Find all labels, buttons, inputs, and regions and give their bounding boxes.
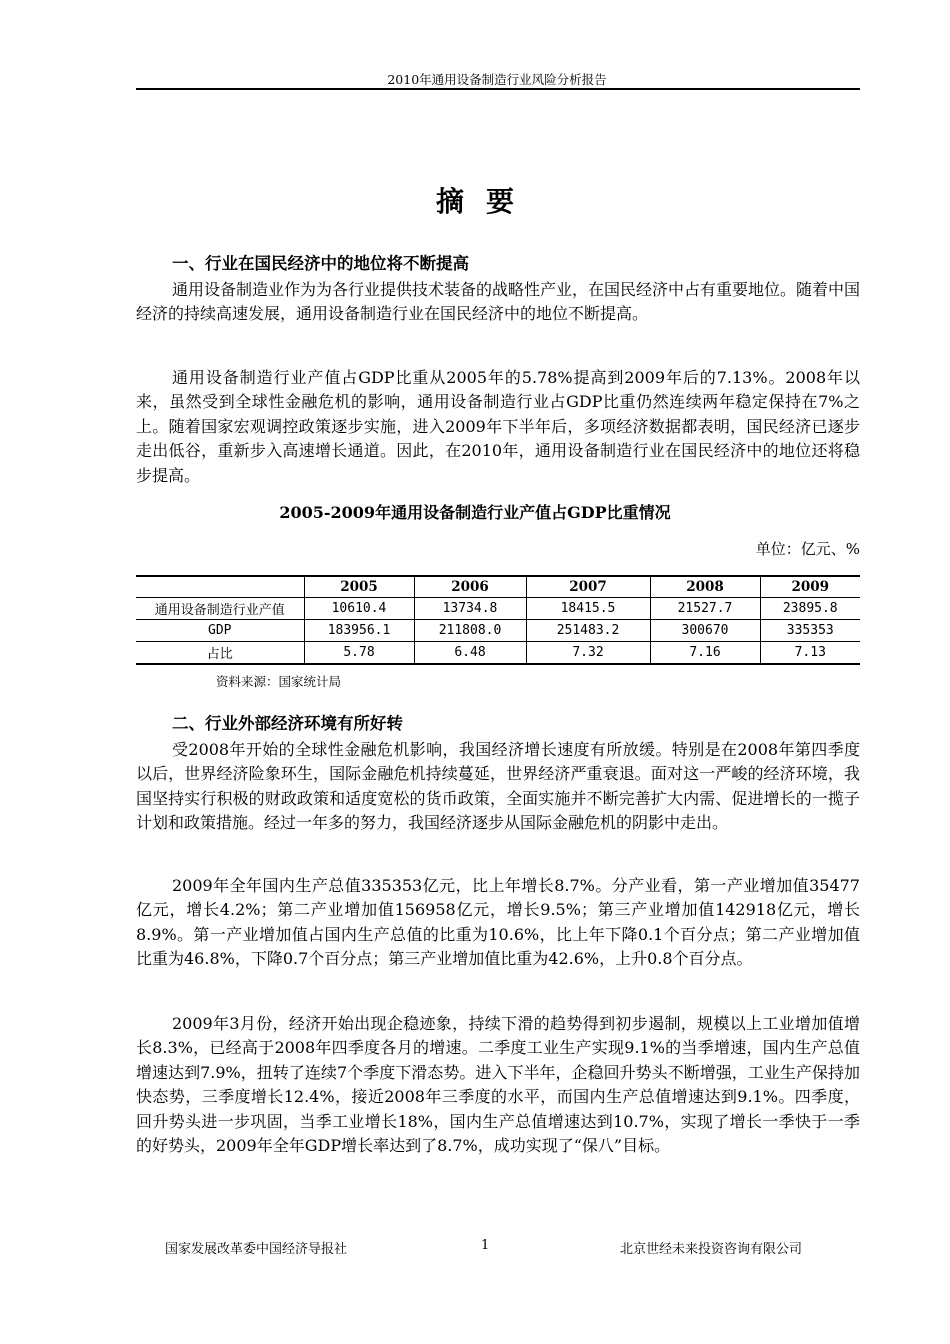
table-cell: 21527.7	[650, 598, 760, 620]
table-cell: 23895.8	[760, 598, 860, 620]
section-2-paragraph-1: 受2008年开始的全球性金融危机影响，我国经济增长速度有所放缓。特别是在2008年第四季度以后，世界经济险象环生，国际金融危机持续蔓延，世界经济严重衰退。面对这一严峻的经济环境，我国坚持实行积极的财政政策和适度宽松的货币政策，全面实施并不断完善扩大内需、促进增长的一揽子计划和政策措施。经过一年多的努力，我国经济逐步从国际金融危机的阴影中走出。	[136, 740, 860, 833]
data-table	[136, 575, 860, 665]
table-row	[136, 642, 860, 665]
table-cell: 5.78	[304, 642, 414, 665]
table-cell: 10610.4	[304, 598, 414, 620]
table-cell: 300670	[650, 620, 760, 642]
table-cell: 183956.1	[304, 620, 414, 642]
page-number: 1	[481, 1238, 490, 1253]
table-title: 2005-2009年通用设备制造行业产值占GDP比重情况	[279, 503, 671, 522]
column-header: 2009	[760, 576, 860, 598]
table-cell: 6.48	[414, 642, 526, 665]
table-row	[136, 598, 860, 620]
table-cell: 7.32	[526, 642, 650, 665]
table-cell: 211808.0	[414, 620, 526, 642]
row-label: GDP	[136, 620, 304, 642]
header-rule	[136, 88, 860, 90]
section-1-paragraph-2: 通用设备制造行业产值占GDP比重从2005年的5.78%提高到2009年后的7.13%。2008年以来，虽然受到全球性金融危机的影响，通用设备制造行业占GDP比重仍然连续两年稳定保持在7%之上。随着国家宏观调控政策逐步实施，进入2009年下半年后，多项经济数据都表明，国民经济已逐步走出低谷，重新步入高速增长通道。因此，在2010年，通用设备制造行业在国民经济中的地位还将稳步提高。	[136, 368, 860, 485]
table-cell: 335353	[760, 620, 860, 642]
table-cell: 7.13	[760, 642, 860, 665]
row-label: 占比	[206, 647, 233, 662]
column-header: 2007	[526, 576, 650, 598]
section-1-heading: 一、行业在国民经济中的地位将不断提高	[172, 254, 469, 273]
table-cell: 18415.5	[526, 598, 650, 620]
section-2-paragraph-3: 2009年3月份，经济开始出现企稳迹象，持续下滑的趋势得到初步遏制，规模以上工业增加值增长8.3%，已经高于2008年四季度各月的增速。二季度工业生产实现9.1%的当季增速，国内生产总值增速达到7.9%，扭转了连续7个季度下滑态势。进入下半年，企稳回升势头不断增强，工业生产保持加快态势，三季度增长12.4%，接近2008年三季度的水平，而国内生产总值增速达到9.1%。四季度，回升势头进一步巩固，当季工业增长18%，国内生产总值增速达到10.7%，实现了增长一季快于一季的好势头，2009年全年GDP增长率达到了8.7%，成功实现了“保八”目标。	[136, 1014, 860, 1156]
page-title: 摘要	[435, 185, 536, 218]
table-row	[136, 620, 860, 642]
table-unit: 单位：亿元、%	[755, 540, 860, 558]
row-label: 通用设备制造行业产值	[136, 598, 304, 620]
running-header: 2010年通用设备制造行业风险分析报告	[387, 72, 607, 87]
table-cell: 7.16	[650, 642, 760, 665]
section-1-paragraph-1: 通用设备制造业作为为各行业提供技术装备的战略性产业，在国民经济中占有重要地位。随着中国经济的持续高速发展，通用设备制造行业在国民经济中的地位不断提高。	[136, 280, 861, 324]
table-source-note: 资料来源：国家统计局	[216, 674, 342, 689]
column-header: 2005	[304, 576, 414, 598]
table-cell: 251483.2	[526, 620, 650, 642]
section-2-heading: 二、行业外部经济环境有所好转	[172, 714, 403, 733]
footer-right: 北京世经未来投资咨询有限公司	[620, 1242, 803, 1257]
footer-left: 国家发展改革委中国经济导报社	[165, 1242, 348, 1257]
column-header: 2008	[650, 576, 760, 598]
table-cell: 13734.8	[414, 598, 526, 620]
section-2-paragraph-2: 2009年全年国内生产总值335353亿元，比上年增长8.7%。分产业看，第一产业增加值35477亿元，增长4.2%；第二产业增加值156958亿元，增长9.5%；第三产业增加值142918亿元，增长8.9%。第一产业增加值占国内生产总值的比重为10.6%，比上年下降0.1个百分点；第二产业增加值比重为46.8%，下降0.7个百分点；第三产业增加值比重为42.6%，上升0.8个百分点。	[136, 876, 860, 969]
column-header	[136, 576, 304, 598]
column-header: 2006	[414, 576, 526, 598]
table-header-row	[136, 576, 860, 598]
